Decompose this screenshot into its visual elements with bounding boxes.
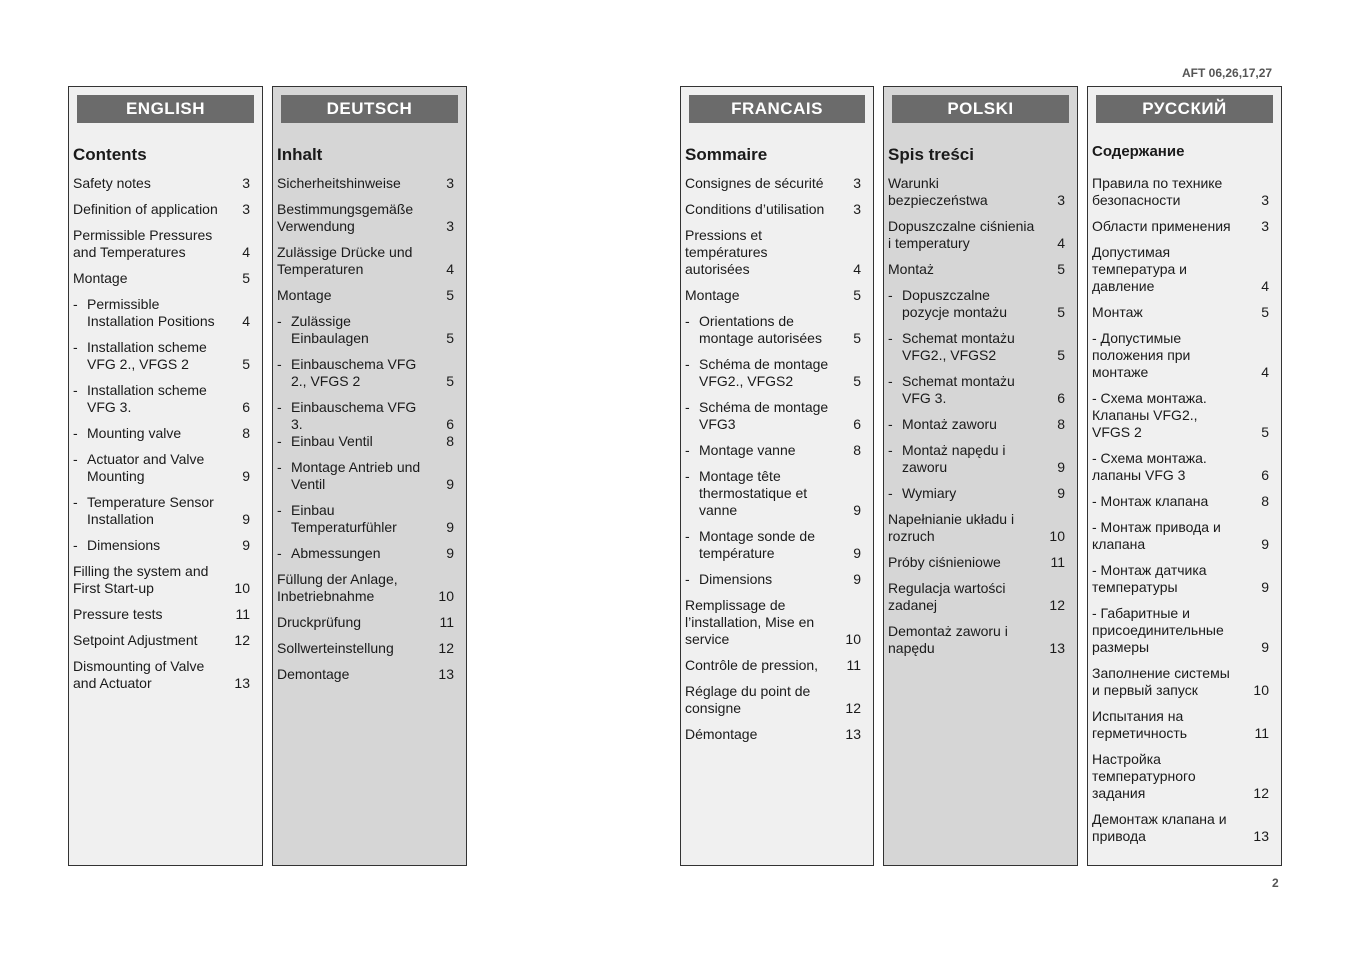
toc-entry — [888, 175, 1065, 209]
toc-entry-page: 3 — [446, 175, 454, 191]
toc-entry-title: Правила по технике безопасности — [1092, 175, 1223, 208]
toc-entry-title: Contrôle de pression, — [685, 657, 819, 673]
toc-entry-title: - Schemat montażu VFG 3. — [902, 373, 1015, 406]
toc-entry-title: Permissible Pressures and Temperatures — [73, 227, 213, 260]
toc-entry — [685, 399, 861, 433]
toc-entry-title: Испытания на герметичность — [1092, 708, 1188, 741]
toc-entry-page: 3 — [853, 201, 861, 217]
toc-entry — [685, 175, 861, 192]
toc-heading: Sommaire — [685, 145, 768, 164]
toc-entry-title: Druckprüfung — [277, 614, 362, 630]
toc-entry-title: - Dimensions — [87, 537, 161, 553]
toc-entry-page: 5 — [242, 356, 250, 372]
toc-entry-title: - Монтаж привода и клапана — [1092, 519, 1221, 552]
toc-entry-page: 6 — [242, 399, 250, 415]
toc-entry — [685, 597, 861, 648]
toc-entry-title: Filling the system and First Start-up — [73, 563, 209, 596]
toc-entry-page: 5 — [1057, 304, 1065, 320]
toc-entry-title: - Допустимые положения при монтаже — [1092, 330, 1191, 380]
toc-entry-title: Füllung der Anlage, Inbetriebnahme — [277, 571, 398, 604]
toc-heading: Contents — [73, 145, 147, 164]
toc-entry — [277, 313, 454, 347]
toc-entry-title: - Montage vanne — [699, 442, 796, 458]
toc-entry-title: Dopuszczalne ciśnienia i temperatury — [888, 218, 1035, 251]
toc-entry-page: 5 — [1261, 304, 1269, 320]
toc-entry-title: Conditions d’utilisation — [685, 201, 825, 217]
toc-entry-page: 12 — [1253, 785, 1269, 801]
toc-entry — [888, 442, 1065, 476]
toc-entry-title: Regulacja wartości zadanej — [888, 580, 1006, 613]
toc-entry-page: 10 — [1049, 528, 1065, 544]
toc-entry — [73, 339, 250, 373]
toc-entry — [685, 571, 861, 588]
toc-entry — [277, 571, 454, 605]
toc-entry — [1092, 811, 1269, 845]
toc-entry — [277, 545, 454, 562]
toc-entry-title: Настройка температурного задания — [1092, 751, 1196, 801]
page-number: 2 — [1272, 876, 1279, 890]
toc-entry — [277, 666, 454, 683]
toc-entry-title: Демонтаж клапана и привода — [1092, 811, 1227, 844]
toc-entry — [685, 287, 861, 304]
toc-entry — [685, 313, 861, 347]
toc-entry-page: 9 — [1261, 579, 1269, 595]
toc-entry — [73, 494, 250, 528]
toc-entry-title: Области применения — [1092, 218, 1231, 234]
toc-entry-title: - Габаритные и присоединительные размеры — [1092, 605, 1224, 655]
toc-entry — [888, 511, 1065, 545]
toc-entry-page: 4 — [242, 313, 250, 329]
toc-entry-page: 5 — [1057, 261, 1065, 277]
toc-entry-page: 9 — [242, 537, 250, 553]
toc-entry-title: - Actuator and Valve Mounting — [87, 451, 205, 484]
toc-entry-page: 3 — [1057, 192, 1065, 208]
toc-entry-title: - Permissible Installation Positions — [87, 296, 215, 329]
toc-entry-page: 9 — [242, 511, 250, 527]
toc-entry-title: Sollwerteinstellung — [277, 640, 394, 656]
toc-entry-title: - Монтаж клапана — [1092, 493, 1209, 509]
toc-entry — [888, 287, 1065, 321]
toc-entry-page: 13 — [1049, 640, 1065, 656]
toc-entry-title: - Montaż zaworu — [902, 416, 997, 432]
toc-entry-title: - Einbauschema VFG 2., VFGS 2 — [291, 356, 417, 389]
toc-list — [888, 175, 1065, 666]
toc-entry — [888, 330, 1065, 364]
toc-entry-page: 11 — [235, 606, 250, 622]
toc-entry-title: - Installation scheme VFG 2., VFGS 2 — [87, 339, 207, 372]
toc-column-polski — [883, 86, 1078, 866]
toc-entry-title: Montaż — [888, 261, 934, 277]
toc-entry — [1092, 665, 1269, 699]
toc-entry-title: - Schemat montażu VFG2., VFGS2 — [902, 330, 1015, 363]
toc-entry — [1092, 450, 1269, 484]
toc-entry-page: 4 — [853, 261, 861, 277]
toc-entry — [888, 416, 1065, 433]
toc-entry — [73, 425, 250, 442]
toc-entry-page: 5 — [853, 287, 861, 303]
toc-entry-title: Dismounting of Valve and Actuator — [73, 658, 205, 691]
toc-entry-page: 6 — [1261, 467, 1269, 483]
toc-entry-title: Napełnianie układu i rozruch — [888, 511, 1015, 544]
toc-entry-title: Demontage — [277, 666, 350, 682]
toc-entry-title: Réglage du point de consigne — [685, 683, 811, 716]
toc-entry — [685, 468, 861, 519]
toc-entry — [1092, 519, 1269, 553]
toc-entry-page: 4 — [242, 244, 250, 260]
toc-entry-title: - Wymiary — [902, 485, 957, 501]
toc-entry-page: 3 — [242, 201, 250, 217]
toc-entry-title: Заполнение системы и первый запуск — [1092, 665, 1230, 698]
toc-entry-title: - Temperature Sensor Installation — [87, 494, 214, 527]
toc-entry-page: 5 — [446, 330, 454, 346]
toc-list — [685, 175, 861, 752]
toc-entry-title: - Orientations de montage autorisées — [699, 313, 822, 346]
toc-entry — [277, 433, 454, 450]
toc-entry — [73, 296, 250, 330]
toc-entry-page: 13 — [438, 666, 454, 682]
toc-entry-title: Zulässige Drücke und Temperaturen — [277, 244, 413, 277]
toc-entry-page: 12 — [234, 632, 250, 648]
toc-entry-page: 6 — [853, 416, 861, 432]
toc-entry-title: - Montage Antrieb und Ventil — [291, 459, 421, 492]
toc-entry — [277, 244, 454, 278]
toc-entry-title: - Einbau Temperaturfühler — [291, 502, 397, 535]
toc-entry-page: 6 — [446, 416, 454, 432]
toc-entry-page: 12 — [438, 640, 454, 656]
toc-entry — [73, 270, 250, 287]
toc-entry-page: 5 — [1261, 424, 1269, 440]
toc-entry-page: 4 — [446, 261, 454, 277]
toc-entry — [277, 459, 454, 493]
toc-entry-title: Setpoint Adjustment — [73, 632, 198, 648]
toc-entry-title: Warunki bezpieczeństwa — [888, 175, 988, 208]
toc-entry — [73, 201, 250, 218]
toc-entry-title: Montage — [685, 287, 740, 303]
toc-entry — [1092, 493, 1269, 510]
toc-entry-page: 4 — [1261, 278, 1269, 294]
toc-entry-title: - Mounting valve — [87, 425, 182, 441]
toc-entry — [1092, 605, 1269, 656]
toc-entry-page: 11 — [1050, 554, 1065, 570]
toc-entry-page: 9 — [853, 571, 861, 587]
toc-entry-page: 5 — [446, 373, 454, 389]
toc-column-francais — [680, 86, 874, 866]
toc-entry-page: 11 — [1254, 725, 1269, 741]
toc-entry — [888, 580, 1065, 614]
toc-column-english — [68, 86, 263, 866]
toc-entry-title: Bestimmungsgemäße Verwendung — [277, 201, 414, 234]
toc-entry-page: 9 — [1057, 485, 1065, 501]
toc-entry-title: Допустимая температура и давление — [1092, 244, 1187, 294]
toc-entry — [73, 563, 250, 597]
toc-entry-title: - Montaż napędu i zaworu — [902, 442, 1006, 475]
toc-entry-page: 11 — [846, 657, 861, 673]
toc-entry-page: 10 — [234, 580, 250, 596]
toc-column-russian — [1087, 86, 1282, 866]
toc-entry — [1092, 390, 1269, 441]
toc-entry-page: 6 — [1057, 390, 1065, 406]
toc-entry — [73, 175, 250, 192]
toc-entry — [277, 175, 454, 192]
toc-entry — [1092, 562, 1269, 596]
toc-entry-page: 10 — [845, 631, 861, 647]
toc-entry-title: Pressions et températures autorisées — [685, 227, 768, 277]
toc-entry — [685, 528, 861, 562]
toc-column-deutsch — [272, 86, 467, 866]
toc-entry-page: 11 — [439, 614, 454, 630]
toc-entry — [685, 442, 861, 459]
toc-entry — [1092, 304, 1269, 321]
toc-entry-title: - Installation scheme VFG 3. — [87, 382, 207, 415]
toc-entry-page: 13 — [1253, 828, 1269, 844]
toc-entry — [73, 227, 250, 261]
language-band: POLSKI — [892, 95, 1069, 123]
toc-entry — [277, 614, 454, 631]
toc-entry — [685, 726, 861, 743]
toc-entry-title: - Zulässige Einbaulagen — [291, 313, 369, 346]
language-band: FRANCAIS — [689, 95, 865, 123]
toc-entry-page: 9 — [1057, 459, 1065, 475]
toc-entry — [685, 356, 861, 390]
toc-entry-title: Montage — [73, 270, 128, 286]
toc-entry-page: 8 — [1261, 493, 1269, 509]
toc-entry — [888, 623, 1065, 657]
toc-heading: Inhalt — [277, 145, 323, 164]
toc-entry-title: - Montage sonde de température — [699, 528, 815, 561]
toc-entry — [73, 658, 250, 692]
toc-entry-title: Definition of application — [73, 201, 218, 217]
toc-entry-page: 9 — [853, 545, 861, 561]
toc-entry-page: 3 — [853, 175, 861, 191]
toc-entry — [1092, 751, 1269, 802]
language-band: ENGLISH — [77, 95, 254, 123]
toc-entry — [685, 657, 861, 674]
toc-list — [73, 175, 250, 701]
toc-entry-title: Demontaż zaworu i napędu — [888, 623, 1008, 656]
toc-entry-title: Remplissage de l’installation, Mise en service — [685, 597, 815, 647]
toc-entry-title: - Dopuszczalne pozycje montażu — [902, 287, 1008, 320]
toc-entry-page: 4 — [1261, 364, 1269, 380]
toc-entry — [73, 632, 250, 649]
toc-entry — [277, 287, 454, 304]
toc-entry-page: 3 — [446, 218, 454, 234]
toc-entry — [1092, 708, 1269, 742]
toc-entry-page: 10 — [1253, 682, 1269, 698]
toc-entry — [888, 218, 1065, 252]
toc-entry — [277, 502, 454, 536]
toc-entry-page: 3 — [1261, 218, 1269, 234]
toc-entry-page: 5 — [242, 270, 250, 286]
toc-entry-title: Próby ciśnieniowe — [888, 554, 1001, 570]
toc-entry-title: Safety notes — [73, 175, 151, 191]
toc-entry — [888, 554, 1065, 571]
toc-entry — [277, 640, 454, 657]
toc-entry-page: 5 — [853, 373, 861, 389]
toc-entry-title: - Einbauschema VFG 3. — [291, 399, 417, 432]
toc-entry-title: Consignes de sécurité — [685, 175, 824, 191]
toc-entry — [73, 606, 250, 623]
toc-list — [1092, 175, 1269, 854]
toc-heading: Содержание — [1092, 143, 1185, 160]
toc-entry-page: 4 — [1057, 235, 1065, 251]
toc-entry-title: - Монтаж датчика температуры — [1092, 562, 1207, 595]
language-band: РУССКИЙ — [1096, 95, 1273, 123]
toc-entry-title: - Schéma de montage VFG2., VFGS2 — [699, 356, 829, 389]
toc-entry-page: 3 — [242, 175, 250, 191]
toc-entry — [685, 683, 861, 717]
toc-entry-page: 8 — [446, 433, 454, 449]
toc-entry-page: 9 — [242, 468, 250, 484]
toc-entry-title: - Abmessungen — [291, 545, 381, 561]
toc-entry-page: 9 — [1261, 639, 1269, 655]
model-code: AFT 06,26,17,27 — [1182, 66, 1273, 80]
toc-entry-title: Démontage — [685, 726, 758, 742]
toc-entry-title: Montage — [277, 287, 332, 303]
toc-entry — [685, 201, 861, 218]
toc-entry-page: 5 — [446, 287, 454, 303]
toc-entry-title: Pressure tests — [73, 606, 163, 622]
toc-entry — [1092, 330, 1269, 381]
toc-entry — [277, 356, 454, 390]
toc-entry-page: 13 — [845, 726, 861, 742]
language-band: DEUTSCH — [281, 95, 458, 123]
toc-entry-title: Монтаж — [1092, 304, 1143, 320]
toc-entry-title: - Dimensions — [699, 571, 773, 587]
toc-entry-title: Sicherheitshinweise — [277, 175, 401, 191]
toc-entry — [1092, 218, 1269, 235]
toc-entry-page: 9 — [446, 545, 454, 561]
toc-entry — [888, 261, 1065, 278]
toc-entry-page: 5 — [1057, 347, 1065, 363]
toc-entry — [277, 399, 454, 433]
toc-entry-page: 9 — [1261, 536, 1269, 552]
toc-entry — [73, 537, 250, 554]
toc-entry-page: 8 — [1057, 416, 1065, 432]
toc-entry — [73, 382, 250, 416]
toc-heading: Spis treści — [888, 145, 974, 164]
toc-entry-page: 9 — [853, 502, 861, 518]
toc-entry-page: 8 — [242, 425, 250, 441]
toc-entry-title: - Einbau Ventil — [291, 433, 373, 449]
toc-list — [277, 175, 454, 692]
toc-entry-page: 10 — [438, 588, 454, 604]
toc-entry — [73, 451, 250, 485]
toc-entry-title: - Схема монтажа. лапаны VFG 3 — [1092, 450, 1207, 483]
toc-entry-page: 12 — [845, 700, 861, 716]
toc-entry — [685, 227, 861, 278]
toc-entry-page: 13 — [234, 675, 250, 691]
toc-entry — [888, 373, 1065, 407]
toc-entry — [1092, 244, 1269, 295]
toc-entry-page: 12 — [1049, 597, 1065, 613]
toc-entry-page: 5 — [853, 330, 861, 346]
toc-entry-page: 8 — [853, 442, 861, 458]
toc-entry-page: 9 — [446, 519, 454, 535]
toc-entry — [1092, 175, 1269, 209]
toc-entry-title: - Montage tête thermostatique et vanne — [699, 468, 808, 518]
toc-entry — [888, 485, 1065, 502]
toc-entry — [277, 201, 454, 235]
toc-entry-title: - Схема монтажа. Клапаны VFG2., VFGS 2 — [1092, 390, 1207, 440]
toc-entry-page: 9 — [446, 476, 454, 492]
toc-entry-page: 3 — [1261, 192, 1269, 208]
toc-entry-title: - Schéma de montage VFG3 — [699, 399, 829, 432]
